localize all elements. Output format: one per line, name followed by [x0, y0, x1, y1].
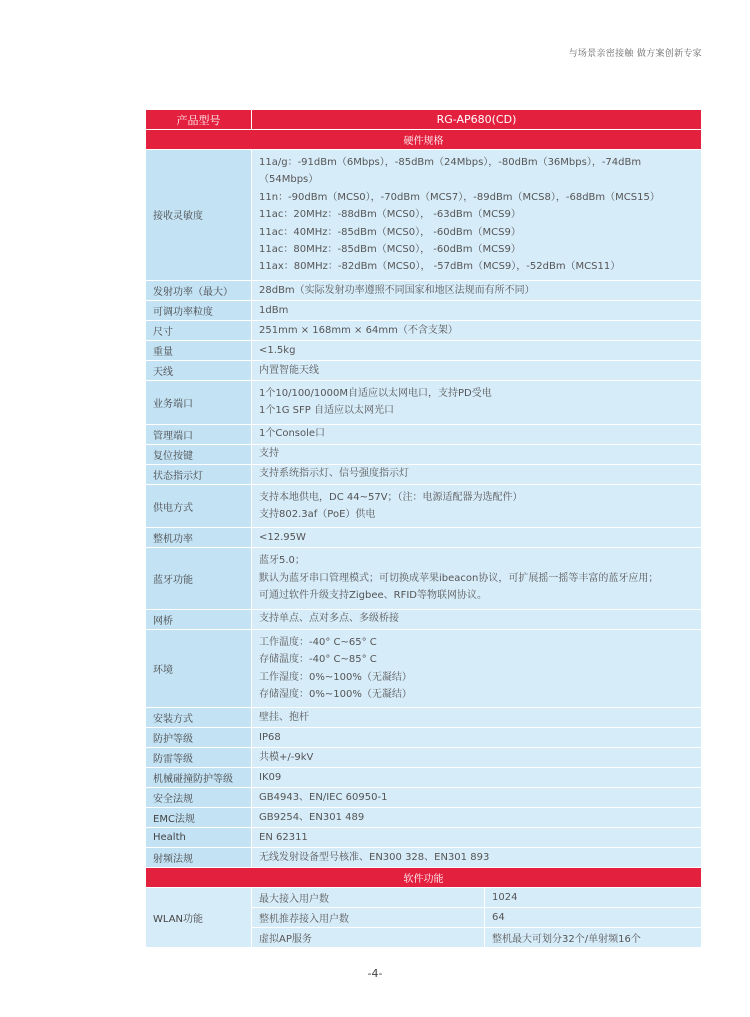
- section-hardware-title: 硬件规格: [146, 130, 702, 150]
- header-tagline: 与场景亲密接触 做方案创新专家: [568, 49, 702, 59]
- row-value: [252, 848, 702, 868]
- wlan-row: [146, 888, 702, 908]
- table-row: [146, 424, 702, 444]
- row-value: [252, 280, 702, 300]
- row-label: 整机功率: [146, 528, 252, 548]
- value-line: 1个1G SFP 自适应以太网光口: [259, 405, 394, 417]
- row-value: [252, 380, 702, 424]
- row-value: [252, 360, 702, 380]
- table-row: [146, 484, 702, 528]
- table-row: [146, 828, 702, 848]
- row-value: [252, 728, 702, 748]
- table-row: [146, 728, 702, 748]
- row-value: [252, 788, 702, 808]
- row-label: Health: [146, 828, 252, 848]
- row-label: 防雷等级: [146, 748, 252, 768]
- value-line: 支持: [259, 448, 279, 460]
- row-value: [252, 708, 702, 728]
- row-label: 安全法规: [146, 788, 252, 808]
- row-value: [252, 528, 702, 548]
- value-line: 支持单点、点对多点、多级桥接: [259, 613, 399, 625]
- row-label: 重量: [146, 340, 252, 360]
- row-label: 业务端口: [146, 380, 252, 424]
- table-row: [146, 548, 702, 609]
- section-hardware-row: [146, 130, 702, 150]
- value-line: 11ac：80MHz：-85dBm（MCS0）， -60dBm（MCS9）: [259, 244, 521, 256]
- row-label: 发射功率（最大）: [146, 280, 252, 300]
- wlan-item-value: 整机最大可划分32个/单射频16个: [485, 928, 702, 948]
- row-label: 供电方式: [146, 484, 252, 528]
- row-label: 尺寸: [146, 320, 252, 340]
- wlan-item-value: 1024: [485, 888, 702, 908]
- value-line: 内置智能天线: [259, 364, 319, 376]
- row-value: [252, 300, 702, 320]
- table-row: [146, 280, 702, 300]
- value-line: 支持本地供电，DC 44~57V；（注：电源适配器为选配件）: [259, 491, 523, 503]
- value-line: <12.95W: [259, 532, 306, 544]
- header-label: 产品型号: [146, 110, 252, 130]
- value-line: 11ac：20MHz：-88dBm（MCS0）， -63dBm（MCS9）: [259, 209, 521, 221]
- wlan-label: WLAN功能: [146, 888, 252, 948]
- table-row: [146, 848, 702, 868]
- value-line: 蓝牙5.0；: [259, 555, 305, 567]
- table-row: [146, 464, 702, 484]
- value-line: 工作湿度：0%~100%（无凝结）: [259, 671, 412, 683]
- row-label: 安装方式: [146, 708, 252, 728]
- value-line: 存储湿度：0%~100%（无凝结）: [259, 688, 412, 700]
- row-value: [252, 150, 702, 281]
- wlan-item-name: 整机推荐接入用户数: [252, 908, 485, 928]
- value-line: 1dBm: [259, 304, 289, 316]
- wlan-item-value: 64: [485, 908, 702, 928]
- value-line: 11n：-90dBm（MCS0），-70dBm（MCS7），-89dBm（MCS8），-68dBm（MCS15）: [259, 191, 660, 203]
- value-line: （54Mbps）: [259, 174, 319, 186]
- row-value: [252, 828, 702, 848]
- value-line: 251mm × 168mm × 64mm（不含支架）: [259, 324, 458, 336]
- wlan-item-name: 最大接入用户数: [252, 888, 485, 908]
- table-row: [146, 320, 702, 340]
- value-line: GB9254、EN301 489: [259, 812, 365, 824]
- value-line: 支持802.3af（PoE）供电: [259, 509, 376, 521]
- value-line: 工作温度：-40° C~65° C: [259, 636, 377, 648]
- row-value: [252, 629, 702, 708]
- value-line: 11ac：40MHz：-85dBm（MCS0）， -60dBm（MCS9）: [259, 226, 521, 238]
- table-header-row: [146, 110, 702, 130]
- value-line: 存储温度：-40° C~85° C: [259, 654, 377, 666]
- value-line: IP68: [259, 732, 281, 744]
- table-row: [146, 629, 702, 708]
- row-label: 机械碰撞防护等级: [146, 768, 252, 788]
- row-value: [252, 548, 702, 609]
- row-label: 网桥: [146, 609, 252, 629]
- value-line: 无线发射设备型号核准、EN300 328、EN301 893: [259, 852, 490, 864]
- value-line: GB4943、EN/IEC 60950-1: [259, 792, 388, 804]
- row-value: [252, 320, 702, 340]
- row-label: 防护等级: [146, 728, 252, 748]
- table-row: [146, 300, 702, 320]
- value-line: 壁挂、抱杆: [259, 712, 309, 724]
- row-value: [252, 340, 702, 360]
- row-label: 环境: [146, 629, 252, 708]
- table-row: [146, 609, 702, 629]
- row-value: [252, 768, 702, 788]
- row-label: 天线: [146, 360, 252, 380]
- table-row: [146, 380, 702, 424]
- value-line: 1个10/100/1000M自适应以太网电口，支持PD受电: [259, 387, 492, 399]
- row-label: 复位按键: [146, 444, 252, 464]
- value-line: 1个Console口: [259, 428, 326, 440]
- row-value: [252, 444, 702, 464]
- wlan-item-name: 虚拟AP服务: [252, 928, 485, 948]
- row-value: [252, 464, 702, 484]
- value-line: 11a/g：-91dBm（6Mbps），-85dBm（24Mbps），-80dBm（36Mbps），-74dBm: [259, 157, 642, 168]
- row-label: EMC法规: [146, 808, 252, 828]
- value-line: <1.5kg: [259, 344, 296, 356]
- value-line: 支持系统指示灯、信号强度指示灯: [259, 468, 409, 480]
- row-label: 接收灵敏度: [146, 150, 252, 281]
- value-line: 11ax：80MHz：-82dBm（MCS0）， -57dBm（MCS9），-52dBm（MCS11）: [259, 261, 621, 273]
- table-row: [146, 788, 702, 808]
- section-software-title: 软件功能: [146, 868, 702, 888]
- table-row: [146, 150, 702, 281]
- section-software-row: [146, 868, 702, 888]
- table-row: [146, 708, 702, 728]
- row-value: [252, 424, 702, 444]
- table-row: [146, 444, 702, 464]
- table-row: [146, 340, 702, 360]
- row-label: 射频法规: [146, 848, 252, 868]
- header-model: RG-AP680(CD): [252, 110, 702, 130]
- table-row: [146, 768, 702, 788]
- row-value: [252, 808, 702, 828]
- value-line: EN 62311: [259, 832, 308, 844]
- value-line: 默认为蓝牙串口管理模式；可切换成苹果ibeacon协议，可扩展摇一摇等丰富的蓝牙应用；: [259, 572, 659, 584]
- row-value: [252, 748, 702, 768]
- row-value: [252, 484, 702, 528]
- table-row: [146, 748, 702, 768]
- row-value: [252, 609, 702, 629]
- value-line: 28dBm（实际发射功率遵照不同国家和地区法规而有所不同）: [259, 284, 535, 296]
- table-row: [146, 808, 702, 828]
- row-label: 状态指示灯: [146, 464, 252, 484]
- row-label: 管理端口: [146, 424, 252, 444]
- row-label: 可调功率粒度: [146, 300, 252, 320]
- table-row: [146, 528, 702, 548]
- page-number: -4-: [367, 967, 383, 980]
- value-line: IK09: [259, 772, 282, 784]
- row-label: 蓝牙功能: [146, 548, 252, 609]
- value-line: 共模+/-9kV: [259, 752, 314, 764]
- table-row: [146, 360, 702, 380]
- spec-table: [145, 109, 702, 948]
- value-line: 可通过软件升级支持Zigbee、RFID等物联网协议。: [259, 590, 487, 602]
